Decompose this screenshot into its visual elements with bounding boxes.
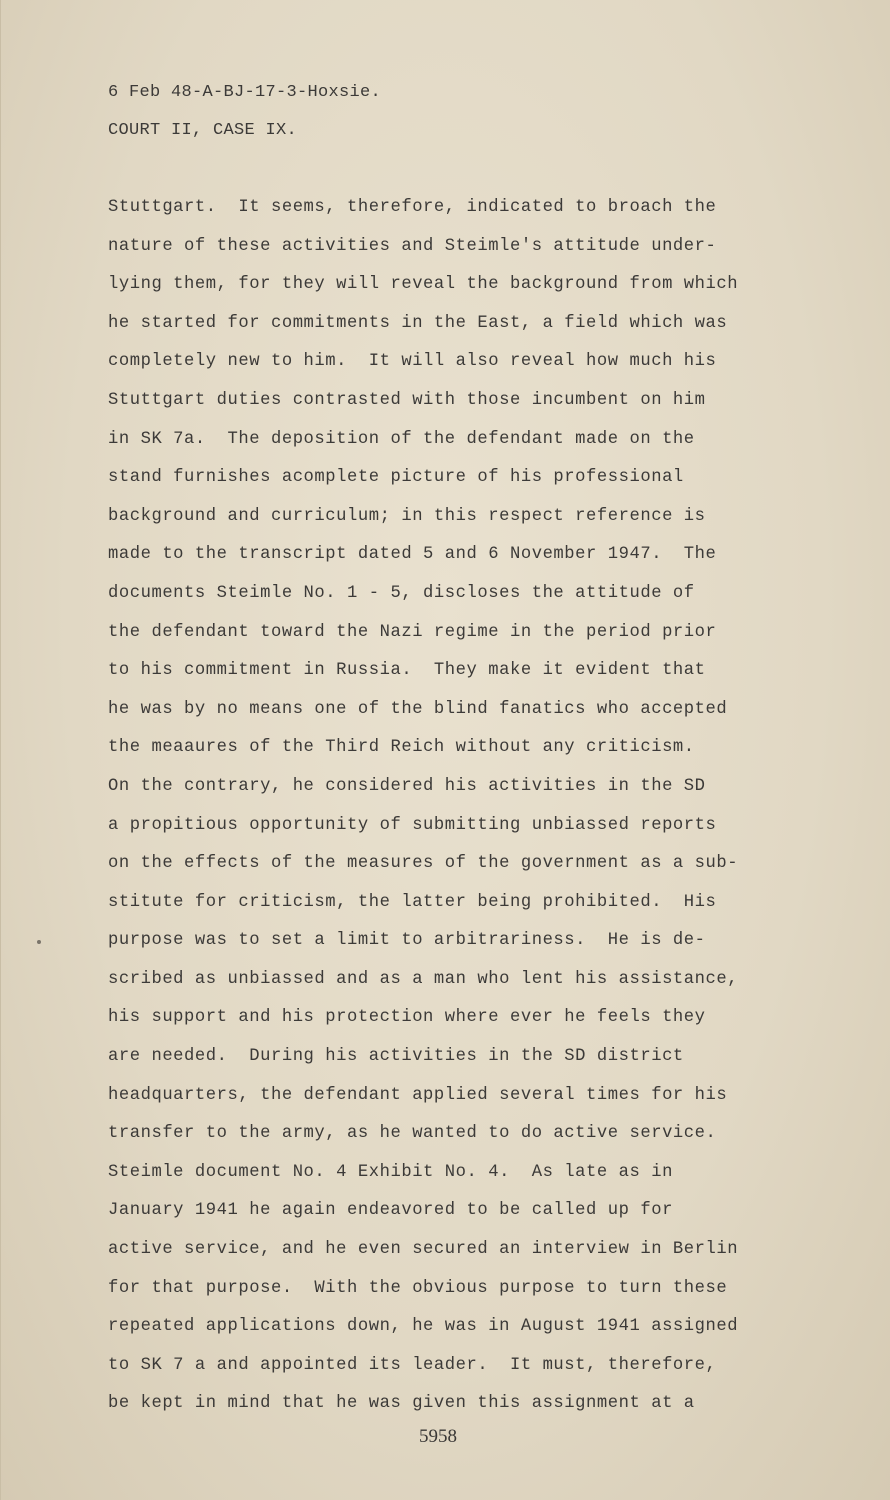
text-line: the meaaures of the Third Reich without any criticism. [108, 738, 695, 758]
text-line: scribed as unbiassed and as a man who lent his assistance, [108, 969, 739, 989]
body-text [108, 195, 798, 1430]
court-case-line: COURT II, CASE IX. [108, 121, 298, 140]
text-line: are needed. During his activities in the SD district [108, 1047, 684, 1067]
paper-mark [37, 940, 41, 944]
text-line: stand furnishes acomplete picture of his professional [108, 468, 684, 488]
text-line: nature of these activities and Steimle's attitude under- [108, 236, 717, 256]
text-line: on the effects of the measures of the government as a sub- [108, 854, 739, 874]
text-line: Steimle document No. 4 Exhibit No. 4. As late as in [108, 1162, 673, 1182]
text-line: documents Steimle No. 1 - 5, discloses the attitude of [108, 583, 695, 603]
text-line: a propitious opportunity of submitting unbiassed reports [108, 815, 717, 835]
text-line: for that purpose. With the obvious purpose to turn these [108, 1278, 728, 1298]
text-line: stitute for criticism, the latter being prohibited. His [108, 892, 717, 912]
text-line: On the contrary, he considered his activities in the SD [108, 776, 706, 796]
text-line: he was by no means one of the blind fanatics who accepted [108, 699, 728, 719]
text-line: Stuttgart duties contrasted with those incumbent on him [108, 390, 706, 410]
page-number: 5958 [419, 1426, 457, 1447]
text-line: background and curriculum; in this respect reference is [108, 506, 706, 526]
text-line: purpose was to set a limit to arbitrariness. He is de- [108, 931, 706, 951]
text-line: to SK 7 a and appointed its leader. It must, therefore, [108, 1355, 717, 1375]
text-line: headquarters, the defendant applied several times for his [108, 1085, 728, 1105]
text-line: the defendant toward the Nazi regime in the period prior [108, 622, 717, 642]
text-line: transfer to the army, as he wanted to do active service. [108, 1124, 717, 1144]
text-line: his support and his protection where ever he feels they [108, 1008, 706, 1028]
text-line: in SK 7a. The deposition of the defendant made on the [108, 429, 695, 449]
text-line: to his commitment in Russia. They make it evident that [108, 661, 706, 681]
text-line: Stuttgart. It seems, therefore, indicated to broach the [108, 198, 717, 217]
text-line: active service, and he even secured an interview in Berlin [108, 1240, 739, 1260]
document-reference-line: 6 Feb 48-A-BJ-17-3-Hoxsie. [108, 83, 382, 102]
text-line: January 1941 he again endeavored to be called up for [108, 1201, 673, 1221]
text-line: repeated applications down, he was in August 1941 assigned [108, 1317, 739, 1337]
text-line: he started for commitments in the East, a field which was [108, 313, 728, 333]
text-line: lying them, for they will reveal the background from which [108, 275, 739, 295]
text-line: made to the transcript dated 5 and 6 November 1947. The [108, 545, 717, 565]
text-line: completely new to him. It will also reveal how much his [108, 352, 717, 372]
text-line: be kept in mind that he was given this assignment at a [108, 1394, 695, 1414]
